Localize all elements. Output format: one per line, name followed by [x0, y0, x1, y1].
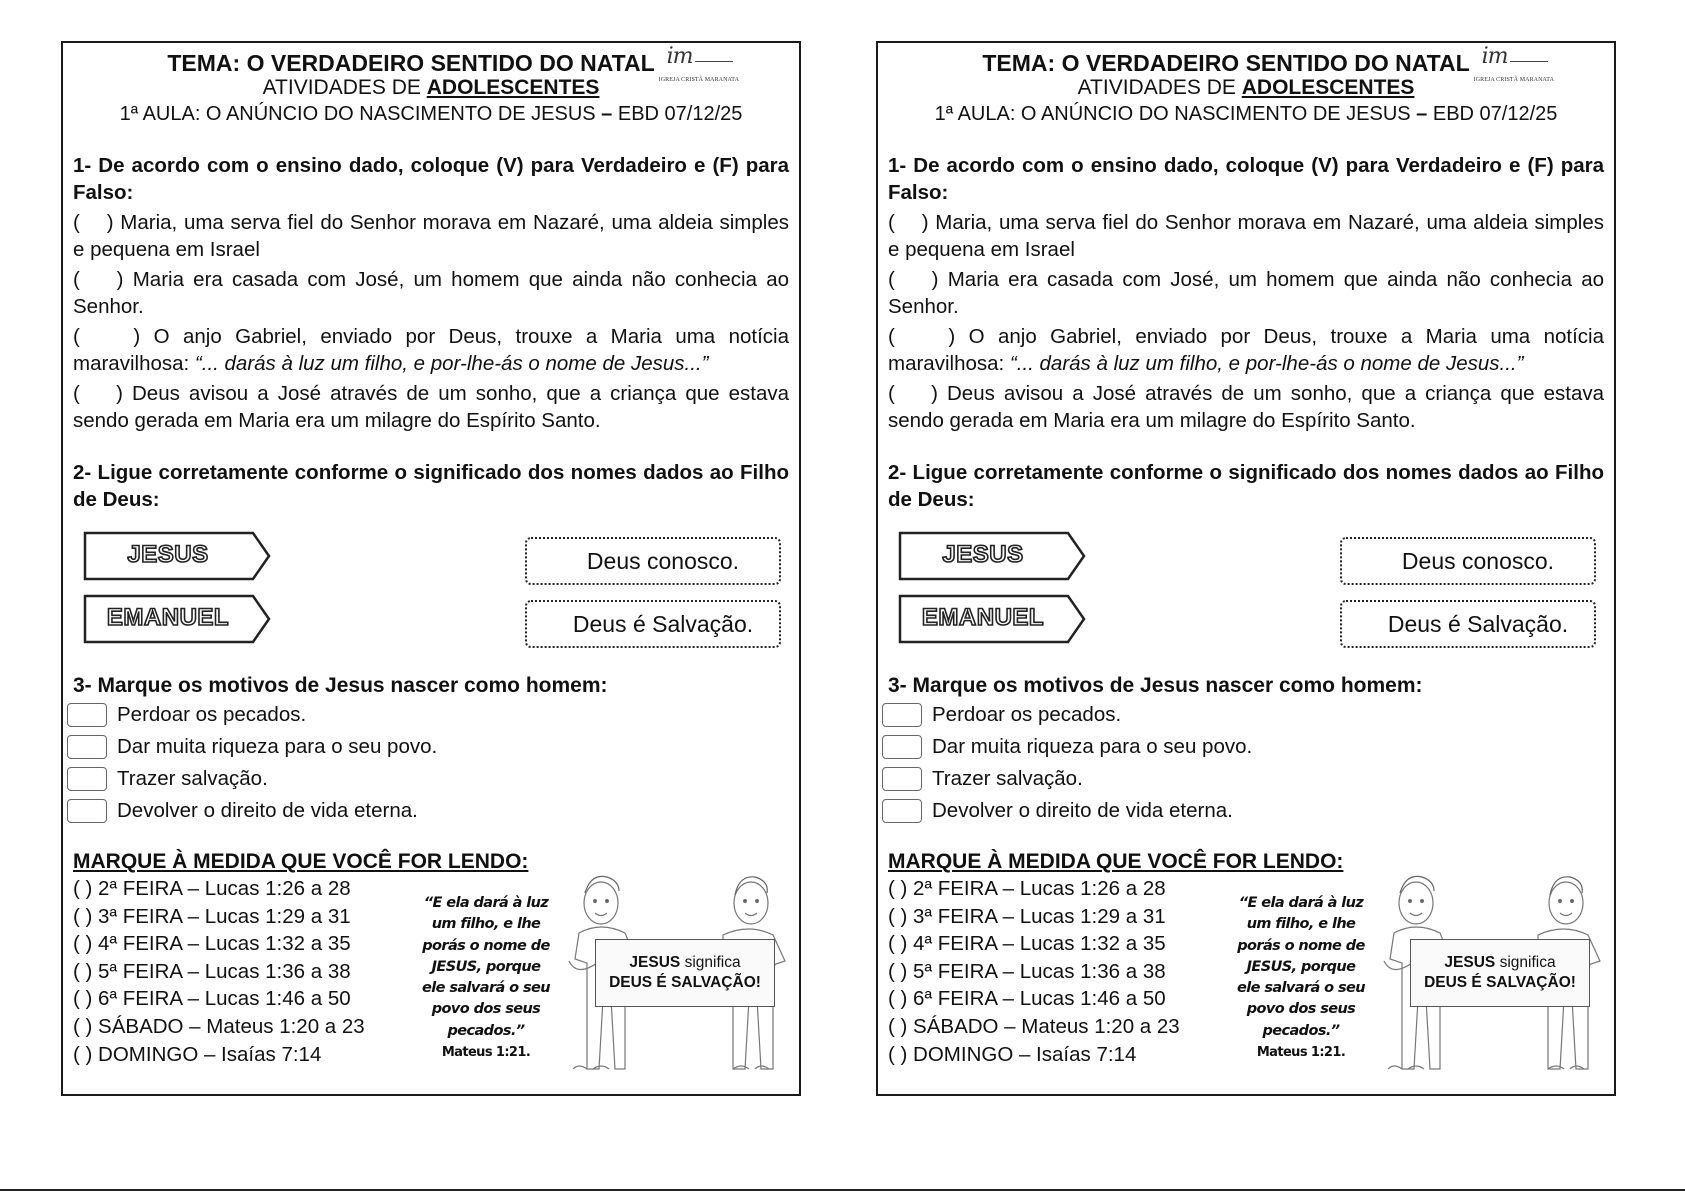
- verse-reference: Mateus 1:21.: [441, 1045, 531, 1061]
- reading-item[interactable]: ( ) 2ª FEIRA – Lucas 1:26 a 28: [73, 877, 351, 900]
- lesson-line: [73, 101, 789, 127]
- checkbox[interactable]: [882, 767, 922, 791]
- theme-header: [73, 44, 789, 83]
- checkbox[interactable]: [882, 735, 922, 759]
- checkbox-option: [67, 699, 789, 731]
- lesson-date: EBD 07/12/25: [617, 103, 743, 125]
- statement-text: Maria, uma serva fiel do Senhor morava em Nazaré, uma aldeia simples e pequena em Israel: [73, 211, 789, 261]
- answer-blank[interactable]: ( ): [888, 268, 939, 291]
- option-label: Dar muita riqueza para o seu povo.: [932, 735, 1253, 758]
- reading-item[interactable]: ( ) 6ª FEIRA – Lucas 1:46 a 50: [888, 987, 1166, 1011]
- true-false-item: [888, 209, 1604, 263]
- statement-text: Deus avisou a José através de um sonho, que a criança que estava sendo gerada em Maria era um milagre do Espírito Santo.: [73, 382, 789, 432]
- answer-blank[interactable]: ( ): [73, 211, 114, 234]
- reading-item[interactable]: ( ) 4ª FEIRA – Lucas 1:32 a 35: [888, 932, 1166, 956]
- church-logo-icon: [658, 44, 740, 83]
- reading-item[interactable]: ( ) 3ª FEIRA – Lucas 1:29 a 31: [888, 904, 1166, 928]
- theme-title: TEMA: O VERDADEIRO SENTIDO DO NATAL: [982, 50, 1470, 76]
- activity-sheet-right: [876, 41, 1616, 1096]
- name-label: EMANUEL: [921, 604, 1045, 631]
- activities-prefix: ATIVIDADES DE: [262, 76, 427, 99]
- reading-item[interactable]: ( ) DOMINGO – Isaías 7:14: [73, 1042, 322, 1066]
- true-false-item: [73, 266, 789, 320]
- logo-swoosh: [1510, 61, 1548, 62]
- reading-item[interactable]: ( ) SÁBADO – Mateus 1:20 a 23: [888, 1014, 1180, 1038]
- reading-plan: [73, 875, 789, 1075]
- true-false-item: [73, 380, 789, 434]
- reading-item[interactable]: ( ) 3ª FEIRA – Lucas 1:29 a 31: [73, 904, 351, 928]
- sign-line-2: DEUS É SALVAÇÃO!: [1424, 974, 1576, 991]
- reading-item[interactable]: ( ) SÁBADO – Mateus 1:20 a 23: [73, 1014, 365, 1038]
- checkbox[interactable]: [882, 703, 922, 727]
- statement-quote: “... darás à luz um filho, e por-lhe-ás o nome de Jesus...”: [1009, 352, 1524, 375]
- answer-blank[interactable]: ( ): [73, 382, 123, 405]
- reading-item[interactable]: ( ) 6ª FEIRA – Lucas 1:46 a 50: [73, 987, 351, 1011]
- reading-item[interactable]: ( ) 5ª FEIRA – Lucas 1:36 a 38: [73, 959, 351, 983]
- true-false-item: [888, 380, 1604, 434]
- statement-quote: “... darás à luz um filho, e por-lhe-ás o nome de Jesus...”: [194, 352, 709, 375]
- reading-item[interactable]: ( ) DOMINGO – Isaías 7:14: [888, 1042, 1137, 1066]
- theme-title: TEMA: O VERDADEIRO SENTIDO DO NATAL: [167, 50, 655, 76]
- lesson-title: 1ª AULA: O ANÚNCIO DO NASCIMENTO DE JESUS: [934, 103, 1411, 125]
- sign-line-1: [1444, 953, 1555, 973]
- sign-line-2: DEUS É SALVAÇÃO!: [609, 974, 761, 991]
- theme-header: [888, 44, 1604, 83]
- lesson-dash: –: [1410, 103, 1433, 125]
- question-1-title: 1- De acordo com o ensino dado, coloque (V) para Verdadeiro e (F) para Falso:: [73, 154, 789, 204]
- logo-caption: IGREJA CRISTÃ MARANATA: [658, 77, 740, 83]
- answer-blank[interactable]: ( ): [888, 382, 938, 405]
- verse-text: “E ela dará à luz um filho, e lhe porás o nome de JESUS, porque ele salvará o seu povo dos seus pecados.”: [1237, 895, 1365, 1039]
- statement-text: O anjo Gabriel, enviado por Deus, trouxe a Maria uma notícia maravilhosa:: [73, 325, 790, 375]
- sign-jesus: JESUS: [629, 954, 681, 971]
- true-false-item: [73, 209, 789, 263]
- question-3-options: [888, 699, 1604, 827]
- question-3-title: 3- Marque os motivos de Jesus nascer como homem:: [73, 674, 608, 697]
- sign-significa: significa: [1495, 954, 1556, 971]
- question-3-options: [73, 699, 789, 827]
- sign-line-1: [629, 953, 740, 973]
- lesson-date: EBD 07/12/25: [1432, 103, 1558, 125]
- boys-holding-sign-illustration: [549, 861, 801, 1077]
- meaning-box-deus-e-salvacao[interactable]: Deus é Salvação.: [1340, 600, 1596, 648]
- activity-sheet-left: [61, 41, 801, 1096]
- question-2-title: 2- Ligue corretamente conforme o significado dos nomes dados ao Filho de Deus:: [73, 461, 789, 511]
- lesson-dash: –: [595, 103, 618, 125]
- sign-board: [595, 939, 775, 1007]
- reading-plan-title: MARQUE À MEDIDA QUE VOCÊ FOR LENDO:: [73, 850, 529, 873]
- bible-verse: [1236, 893, 1366, 1063]
- true-false-item: [888, 266, 1604, 320]
- checkbox[interactable]: [67, 767, 107, 791]
- option-label: Dar muita riqueza para o seu povo.: [117, 735, 438, 758]
- name-label: EMANUEL: [106, 604, 230, 631]
- true-false-item: [73, 323, 789, 377]
- matching-area: [888, 531, 1604, 671]
- meaning-box-deus-e-salvacao[interactable]: Deus é Salvação.: [525, 600, 781, 648]
- answer-blank[interactable]: ( ): [73, 325, 141, 348]
- name-tag-jesus[interactable]: [83, 531, 269, 579]
- sign-board: [1410, 939, 1590, 1007]
- meaning-box-deus-conosco[interactable]: Deus conosco.: [525, 537, 781, 585]
- name-label: JESUS: [127, 541, 209, 568]
- statement-text: O anjo Gabriel, enviado por Deus, trouxe a Maria uma notícia maravilhosa:: [888, 325, 1605, 375]
- checkbox-option: [882, 699, 1604, 731]
- activities-group: ADOLESCENTES: [1241, 76, 1415, 99]
- logo-mark: im: [666, 44, 693, 69]
- sign-significa: significa: [680, 954, 741, 971]
- matching-area: [73, 531, 789, 671]
- statement-text: Maria, uma serva fiel do Senhor morava em Nazaré, uma aldeia simples e pequena em Israel: [888, 211, 1604, 261]
- logo-mark: im: [1481, 44, 1508, 69]
- page-bottom-rule: [0, 1189, 1685, 1191]
- reading-item[interactable]: ( ) 2ª FEIRA – Lucas 1:26 a 28: [888, 877, 1166, 900]
- lesson-title: 1ª AULA: O ANÚNCIO DO NASCIMENTO DE JESUS: [119, 103, 596, 125]
- option-label: Devolver o direito de vida eterna.: [932, 799, 1233, 822]
- activities-prefix: ATIVIDADES DE: [1077, 76, 1242, 99]
- checkbox-option: [67, 731, 789, 763]
- checkbox-option: [882, 795, 1604, 827]
- statement-text: Deus avisou a José através de um sonho, que a criança que estava sendo gerada em Maria era um milagre do Espírito Santo.: [888, 382, 1604, 432]
- answer-blank[interactable]: ( ): [888, 211, 929, 234]
- name-label: JESUS: [942, 541, 1024, 568]
- option-label: Trazer salvação.: [932, 767, 1083, 790]
- checkbox-option: [67, 795, 789, 827]
- reading-item[interactable]: ( ) 5ª FEIRA – Lucas 1:36 a 38: [888, 959, 1166, 983]
- checkbox-option: [882, 731, 1604, 763]
- option-label: Perdoar os pecados.: [932, 703, 1122, 726]
- activities-group: ADOLESCENTES: [426, 76, 600, 99]
- checkbox[interactable]: [67, 799, 107, 823]
- lesson-line: [888, 101, 1604, 127]
- question-1-title: 1- De acordo com o ensino dado, coloque (V) para Verdadeiro e (F) para Falso:: [888, 154, 1604, 204]
- statement-text: Maria era casada com José, um homem que ainda não conhecia ao Senhor.: [888, 268, 1605, 318]
- question-2-title: 2- Ligue corretamente conforme o significado dos nomes dados ao Filho de Deus:: [888, 461, 1604, 511]
- true-false-item: [888, 323, 1604, 377]
- option-label: Trazer salvação.: [117, 767, 268, 790]
- boys-holding-sign-illustration: [1364, 861, 1616, 1077]
- checkbox[interactable]: [67, 735, 107, 759]
- option-label: Perdoar os pecados.: [117, 703, 307, 726]
- logo-swoosh: [695, 61, 733, 62]
- verse-text: “E ela dará à luz um filho, e lhe porás o nome de JESUS, porque ele salvará o seu povo dos seus pecados.”: [422, 895, 550, 1039]
- answer-blank[interactable]: ( ): [888, 325, 956, 348]
- name-tag-jesus[interactable]: [898, 531, 1084, 579]
- answer-blank[interactable]: ( ): [73, 268, 124, 291]
- church-logo-icon: [1473, 44, 1555, 83]
- meaning-box-deus-conosco[interactable]: Deus conosco.: [1340, 537, 1596, 585]
- reading-plan: [888, 875, 1604, 1075]
- checkbox-option: [67, 763, 789, 795]
- verse-reference: Mateus 1:21.: [1256, 1045, 1346, 1061]
- name-tag-emanuel[interactable]: [83, 594, 269, 642]
- bible-verse: [421, 893, 551, 1063]
- question-1-items: [73, 209, 789, 434]
- option-label: Devolver o direito de vida eterna.: [117, 799, 418, 822]
- checkbox[interactable]: [67, 703, 107, 727]
- statement-text: Maria era casada com José, um homem que ainda não conhecia ao Senhor.: [73, 268, 790, 318]
- reading-plan-title: MARQUE À MEDIDA QUE VOCÊ FOR LENDO:: [888, 850, 1344, 873]
- sign-jesus: JESUS: [1444, 954, 1496, 971]
- checkbox-option: [882, 763, 1604, 795]
- name-tag-emanuel[interactable]: [898, 594, 1084, 642]
- checkbox[interactable]: [882, 799, 922, 823]
- question-3-title: 3- Marque os motivos de Jesus nascer como homem:: [888, 674, 1423, 697]
- question-1-items: [888, 209, 1604, 434]
- logo-caption: IGREJA CRISTÃ MARANATA: [1473, 77, 1555, 83]
- reading-item[interactable]: ( ) 4ª FEIRA – Lucas 1:32 a 35: [73, 932, 351, 956]
